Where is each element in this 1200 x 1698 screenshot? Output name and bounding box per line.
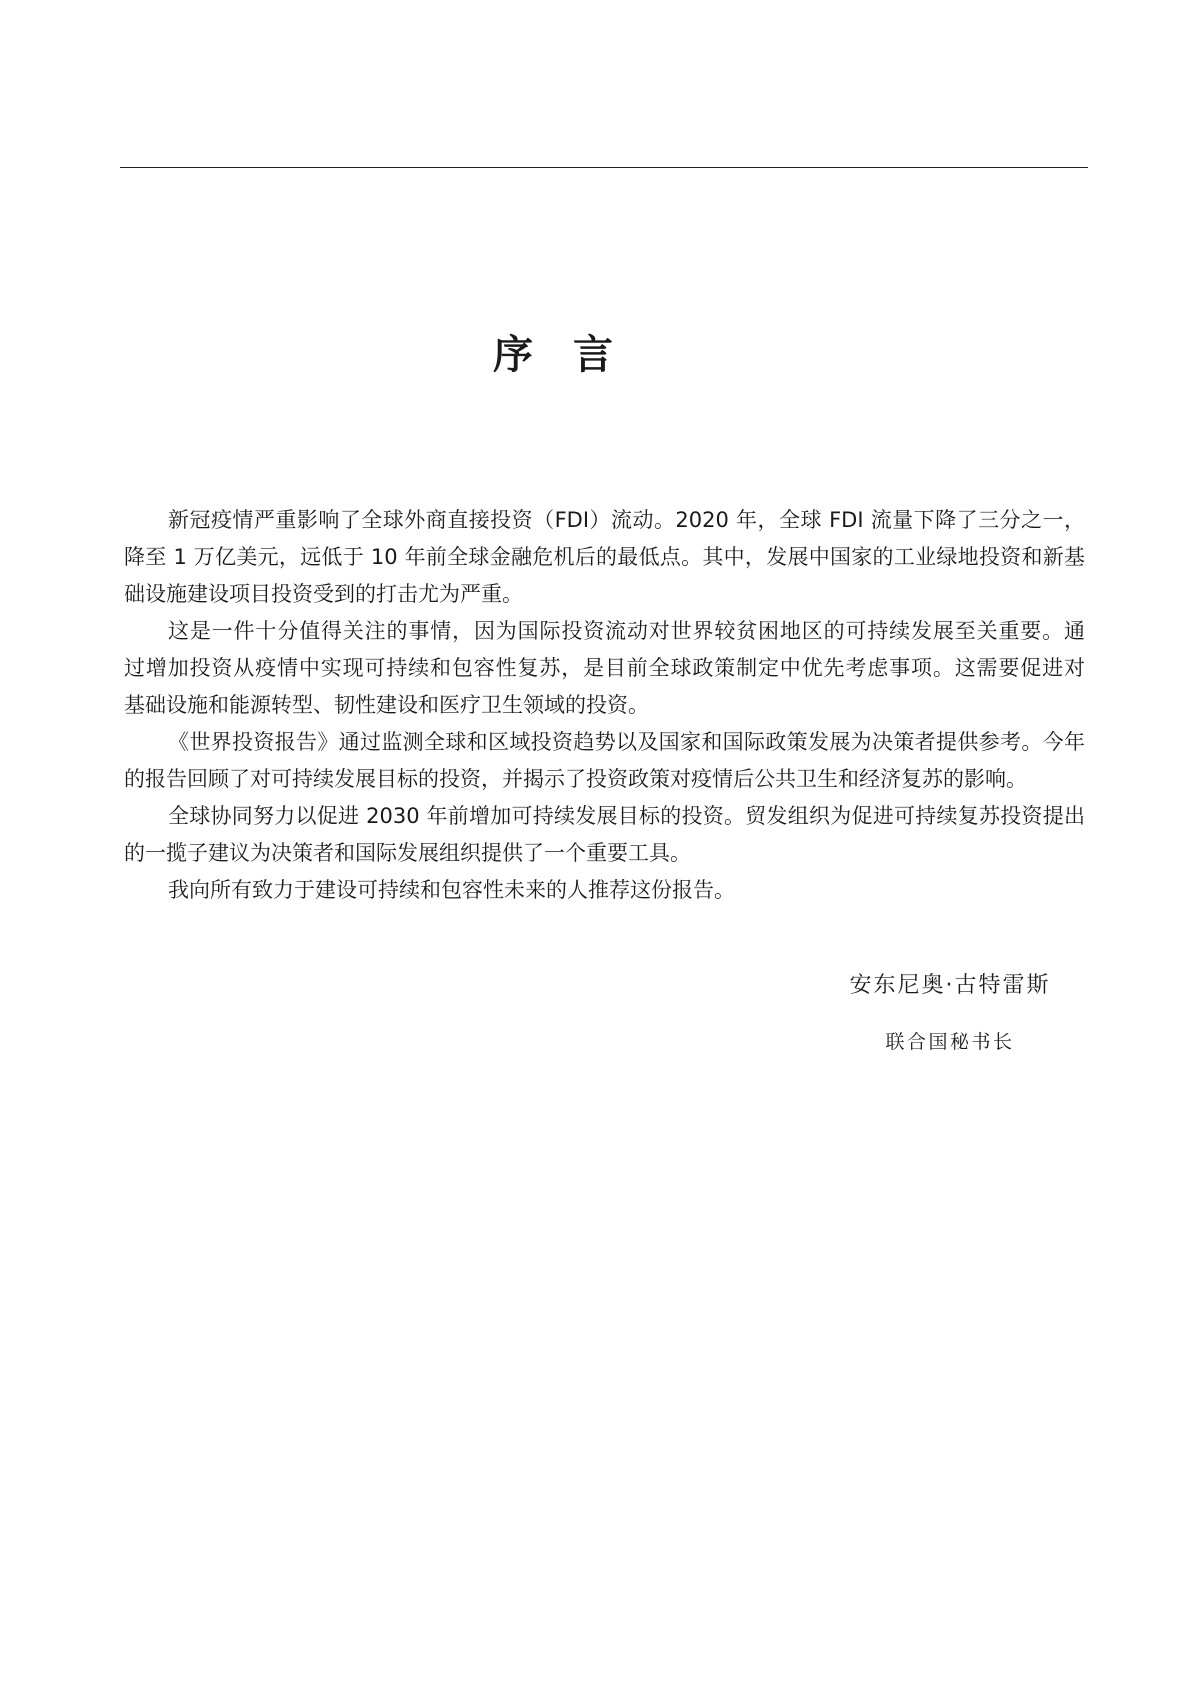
text-line: 础设施建设项目投资受到的打击尤为严重。 (124, 582, 523, 606)
paragraph (124, 798, 1085, 872)
paragraph (124, 502, 1085, 613)
text-line: 的一揽子建议为决策者和国际发展组织提供了一个重要工具。 (124, 841, 691, 865)
text-line: 新冠疫情严重影响了全球外商直接投资（FDI）流动。2020 年，全球 FDI 流量下降了三分之一， (168, 508, 1085, 532)
signatory-position: 联合国秘书长 (885, 1031, 1015, 1053)
text-line: 的报告回顾了对可持续发展目标的投资，并揭示了投资政策对疫情后公共卫生和经济复苏的影响。 (124, 767, 1027, 791)
text-line: 基础设施和能源转型、韧性建设和医疗卫生领域的投资。 (124, 693, 649, 717)
page-title: 序 言 (493, 331, 613, 378)
paragraph (124, 613, 1085, 724)
signature-block (820, 970, 1080, 1056)
preface-body (124, 502, 1085, 909)
paragraph (124, 724, 1085, 798)
text-line: 降至 1 万亿美元，远低于 10 年前全球金融危机后的最低点。其中，发展中国家的工业绿地投资和新基 (124, 545, 1085, 569)
text-line: 《世界投资报告》通过监测全球和区域投资趋势以及国家和国际政策发展为决策者提供参考。今年 (168, 730, 1085, 754)
text-line: 这是一件十分值得关注的事情，因为国际投资流动对世界较贫困地区的可持续发展至关重要。通 (168, 619, 1085, 643)
text-line: 过增加投资从疫情中实现可持续和包容性复苏，是目前全球政策制定中优先考虑事项。这需要促进对 (124, 656, 1085, 680)
paragraph (124, 872, 1085, 909)
text-line: 全球协同努力以促进 2030 年前增加可持续发展目标的投资。贸发组织为促进可持续复苏投资提出 (168, 804, 1085, 828)
text-line: 我向所有致力于建设可持续和包容性未来的人推荐这份报告。 (168, 878, 735, 902)
signatory-name: 安东尼奥·古特雷斯 (849, 973, 1051, 998)
header-rule (120, 167, 1088, 168)
